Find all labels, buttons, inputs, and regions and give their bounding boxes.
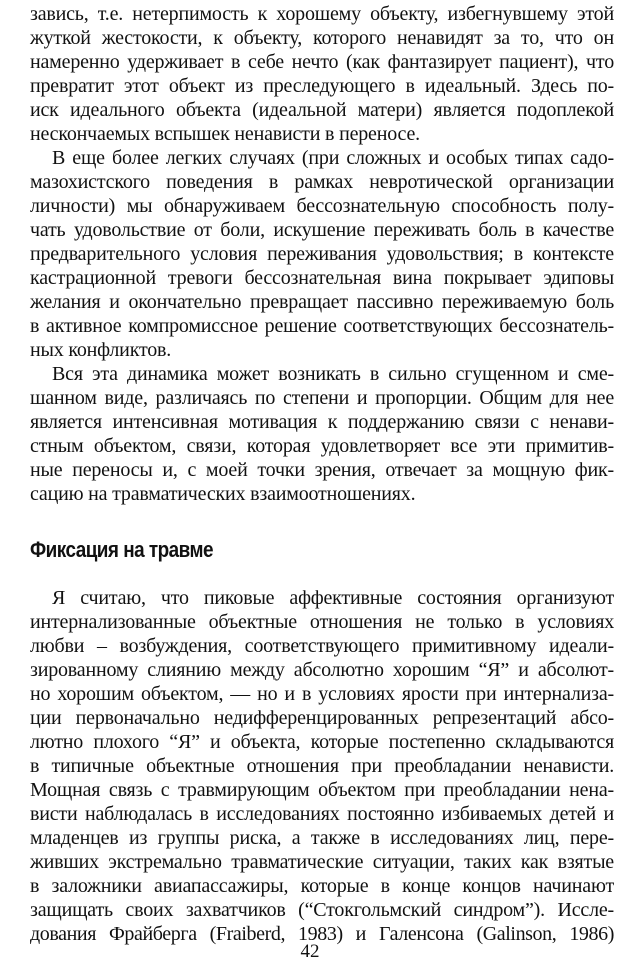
text-line: интернализованные объектные отношения не только в условиях: [30, 611, 614, 633]
text-line: в типичные объектные отношения при преобладании ненависти.: [30, 755, 614, 777]
text-line: мазохистского поведения в рамках невротической организации: [30, 171, 614, 193]
text-line: желания и окончательно превращает пассивно переживаемую боль: [30, 291, 614, 313]
text-line: младенцев из группы риска, а также в исследованиях лиц, пере-: [30, 827, 614, 849]
text-line: предварительного условия переживания удовольствия; в контексте: [30, 243, 614, 265]
text-line: превратит этот объект из преследующего в идеальный. Здесь по-: [30, 75, 614, 97]
text-line: любви – возбуждения, соответствующего примитивному идеали-: [30, 635, 614, 657]
text-line: намеренно удерживает в себе нечто (как фантазирует пациент), что: [30, 51, 614, 73]
text-line: живших экстремально травматические ситуации, таких как взятые: [30, 851, 614, 873]
text-line: висти наблюдалась в исследованиях постоянно избиваемых детей и: [30, 803, 614, 825]
text-line: лютно плохого “Я” и объекта, которые постепенно складываются: [30, 731, 614, 753]
text-line: дования Фрайберга (Fraiberd, 1983) и Галенсона (Galinson, 1986): [30, 923, 614, 945]
text-line: в заложники авиапассажиры, которые в конце концов начинают: [30, 875, 614, 897]
text-line: В еще более легких случаях (при сложных и особых типах садо-: [52, 147, 614, 169]
section-heading: Фиксация на травме: [30, 537, 214, 562]
text-line: личности) мы обнаруживаем бессознательную способность полу-: [30, 195, 614, 217]
text-line: является интенсивная мотивация к поддержанию связи с ненави-: [30, 411, 614, 433]
text-line: иск идеального объекта (идеальной матери) является подоплекой: [30, 99, 614, 121]
text-line: кастрационной тревоги бессознательная вина покрывает эдиповы: [30, 267, 614, 289]
text-line: завись, т.е. нетерпимость к хорошему объекту, избегнувшему этой: [30, 3, 614, 25]
text-line: сацию на травматических взаимоотношениях.: [30, 483, 416, 505]
text-line: шанном виде, различаясь по степени и пропорции. Общим для нее: [30, 387, 614, 409]
text-line: защищать своих захватчиков (“Стокгольмский синдром”). Иссле-: [30, 899, 614, 921]
text-line: Я считаю, что пиковые аффективные состояния организуют: [52, 587, 614, 609]
text-line: но хорошим объектом, — но и в условиях ярости при интернализа-: [30, 683, 614, 705]
text-line: ных конфликтов.: [30, 339, 172, 361]
text-line: в активное компромиссное решение соответствующих бессознатель-: [30, 315, 614, 337]
text-line: стным объектом, связи, которая удовлетворяет все эти примитив-: [30, 435, 614, 457]
text-line: Вся эта динамика может возникать в сильно сгущенном и сме-: [52, 363, 614, 385]
text-line: нескончаемых вспышек ненависти в переносе.: [30, 123, 420, 145]
text-line: ции первоначально недифференцированных репрезентаций абсо-: [30, 707, 614, 729]
text-line: жуткой жестокости, к объекту, которого ненавидят за то, что он: [30, 27, 614, 49]
text-line: зированному слиянию между абсолютно хорошим “Я” и абсолют-: [30, 659, 614, 681]
text-line: Мощная связь с травмирующим объектом при преобладании нена-: [30, 779, 614, 801]
page-number: 42: [300, 941, 320, 962]
text-line: чать удовольствие от боли, искушение переживать боль в качестве: [30, 219, 614, 241]
text-line: ные переносы и, с моей точки зрения, отвечает за мощную фик-: [30, 459, 614, 481]
